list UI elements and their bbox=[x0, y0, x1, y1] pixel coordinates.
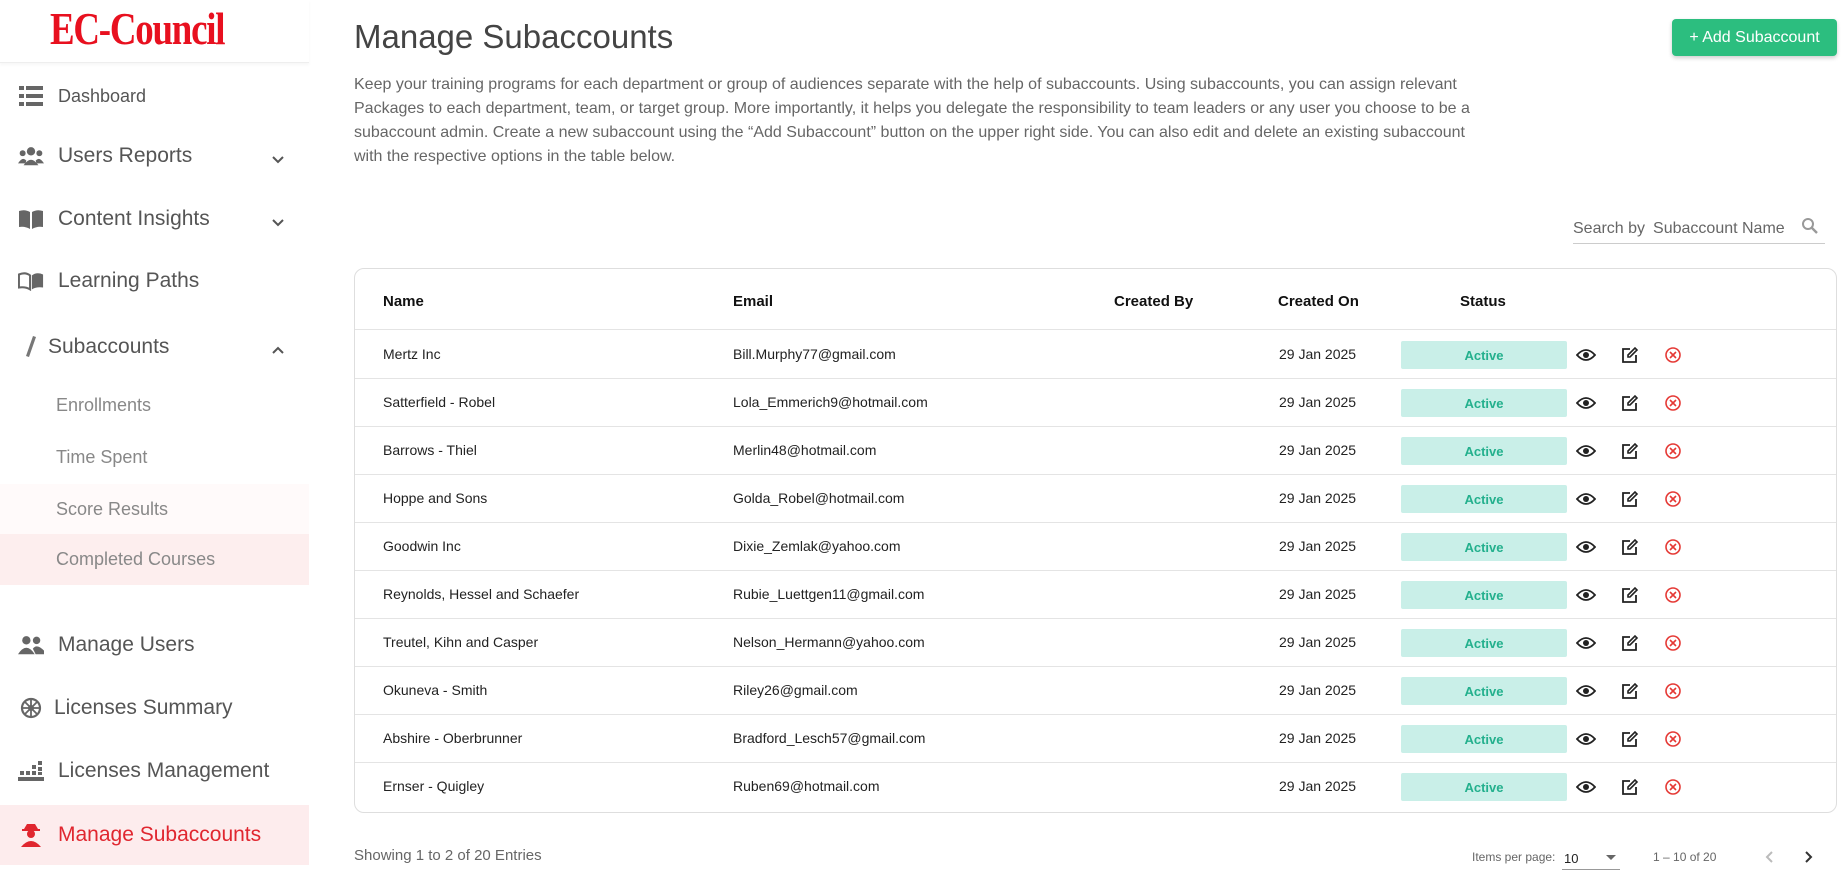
status-badge: Active bbox=[1401, 725, 1567, 753]
pencil-icon bbox=[18, 335, 44, 359]
cell-email: Bill.Murphy77@gmail.com bbox=[733, 346, 896, 362]
sidebar-subitem-completed-courses[interactable] bbox=[0, 534, 309, 585]
dharma-wheel-icon bbox=[18, 696, 44, 720]
cell-name: Reynolds, Hessel and Schaefer bbox=[383, 586, 580, 602]
view-button[interactable] bbox=[1575, 680, 1597, 702]
cell-email: Dixie_Zemlak@yahoo.com bbox=[733, 538, 901, 554]
sidebar-item-content-insights[interactable] bbox=[0, 200, 309, 238]
status-badge: Active bbox=[1401, 389, 1567, 417]
add-subaccount-button[interactable]: + Add Subaccount bbox=[1672, 19, 1837, 56]
cell-created-on: 29 Jan 2025 bbox=[1279, 442, 1357, 458]
status-badge: Active bbox=[1401, 677, 1567, 705]
sidebar-subitem-score-results[interactable] bbox=[0, 484, 309, 534]
edit-button[interactable] bbox=[1619, 584, 1641, 606]
edit-button[interactable] bbox=[1619, 680, 1641, 702]
table-row bbox=[355, 619, 1836, 667]
sidebar-item-users-reports[interactable] bbox=[0, 137, 309, 175]
sidebar-item-dashboard[interactable] bbox=[0, 77, 309, 115]
search-input[interactable]: Subaccount Name bbox=[1653, 220, 1785, 237]
column-header-status[interactable]: Status bbox=[1460, 293, 1506, 310]
sidebar-item-licenses-summary[interactable] bbox=[0, 689, 309, 727]
sidebar-item-licenses-management[interactable] bbox=[0, 752, 309, 790]
cell-created-on: 29 Jan 2025 bbox=[1279, 778, 1357, 794]
book-reader-icon bbox=[18, 269, 44, 293]
items-per-page-value: 10 bbox=[1564, 851, 1579, 866]
entries-info: Showing 1 to 2 of 20 Entries bbox=[354, 847, 542, 864]
chevron-right-icon bbox=[1803, 850, 1815, 864]
sidebar-item-manage-subaccounts[interactable] bbox=[0, 805, 309, 865]
edit-icon bbox=[1621, 634, 1639, 652]
sidebar bbox=[0, 0, 309, 880]
eye-icon bbox=[1576, 636, 1596, 650]
view-button[interactable] bbox=[1575, 344, 1597, 366]
edit-icon bbox=[1621, 730, 1639, 748]
eye-icon bbox=[1576, 732, 1596, 746]
eye-icon bbox=[1576, 492, 1596, 506]
edit-icon bbox=[1621, 442, 1639, 460]
sidebar-item-label: Subaccounts bbox=[48, 335, 170, 358]
sidebar-subitem-label: Score Results bbox=[56, 498, 169, 519]
view-button[interactable] bbox=[1575, 488, 1597, 510]
close-circle-icon bbox=[1664, 586, 1682, 604]
eye-icon bbox=[1576, 348, 1596, 362]
view-button[interactable] bbox=[1575, 392, 1597, 414]
sidebar-item-label: Learning Paths bbox=[58, 269, 200, 292]
sidebar-subitem-label: Time Spent bbox=[56, 446, 148, 467]
edit-icon bbox=[1621, 778, 1639, 796]
status-badge: Active bbox=[1401, 533, 1567, 561]
sidebar-item-learning-paths[interactable] bbox=[0, 262, 309, 300]
table-row bbox=[355, 427, 1836, 475]
cell-created-on: 29 Jan 2025 bbox=[1279, 490, 1357, 506]
sidebar-item-label: Licenses Summary bbox=[54, 696, 233, 719]
edit-button[interactable] bbox=[1619, 440, 1641, 462]
close-circle-icon bbox=[1664, 538, 1682, 556]
cell-email: Nelson_Hermann@yahoo.com bbox=[733, 634, 925, 650]
cell-created-on: 29 Jan 2025 bbox=[1279, 730, 1357, 746]
next-page-button[interactable] bbox=[1797, 845, 1821, 869]
view-button[interactable] bbox=[1575, 728, 1597, 750]
cell-created-on: 29 Jan 2025 bbox=[1279, 634, 1357, 650]
edit-icon bbox=[1621, 346, 1639, 364]
edit-button[interactable] bbox=[1619, 488, 1641, 510]
edit-icon bbox=[1621, 682, 1639, 700]
sidebar-item-manage-users[interactable] bbox=[0, 626, 309, 664]
table-row bbox=[355, 571, 1836, 619]
close-circle-icon bbox=[1664, 442, 1682, 460]
view-button[interactable] bbox=[1575, 440, 1597, 462]
chevron-down-icon[interactable] bbox=[271, 148, 285, 172]
delete-button[interactable] bbox=[1662, 440, 1684, 462]
sidebar-item-subaccounts[interactable] bbox=[0, 328, 309, 366]
edit-icon bbox=[1621, 538, 1639, 556]
view-button[interactable] bbox=[1575, 584, 1597, 606]
cell-name: Mertz Inc bbox=[383, 346, 441, 362]
search-field[interactable] bbox=[1573, 215, 1825, 244]
column-header-name[interactable]: Name bbox=[383, 293, 424, 310]
column-header-created-on[interactable]: Created On bbox=[1278, 293, 1359, 310]
user-group-icon bbox=[18, 633, 44, 657]
sidebar-item-label: Users Reports bbox=[58, 144, 193, 167]
view-button[interactable] bbox=[1575, 632, 1597, 654]
table-list-icon bbox=[18, 84, 44, 108]
cell-name: Okuneva - Smith bbox=[383, 682, 488, 698]
eye-icon bbox=[1576, 684, 1596, 698]
edit-button[interactable] bbox=[1619, 632, 1641, 654]
edit-button[interactable] bbox=[1619, 392, 1641, 414]
close-circle-icon bbox=[1664, 778, 1682, 796]
delete-button[interactable] bbox=[1662, 776, 1684, 798]
status-badge: Active bbox=[1401, 629, 1567, 657]
cell-name: Barrows - Thiel bbox=[383, 442, 477, 458]
user-secret-icon bbox=[18, 823, 44, 847]
status-badge: Active bbox=[1401, 773, 1567, 801]
book-open-icon bbox=[18, 207, 44, 231]
cell-email: Bradford_Lesch57@gmail.com bbox=[733, 730, 926, 746]
cell-created-on: 29 Jan 2025 bbox=[1279, 394, 1357, 410]
status-badge: Active bbox=[1401, 485, 1567, 513]
delete-button[interactable] bbox=[1662, 632, 1684, 654]
cell-name: Abshire - Oberbrunner bbox=[383, 730, 523, 746]
close-circle-icon bbox=[1664, 490, 1682, 508]
brand-logo[interactable]: EC-Council bbox=[50, 4, 225, 54]
close-circle-icon bbox=[1664, 634, 1682, 652]
eye-icon bbox=[1576, 588, 1596, 602]
cell-name: Satterfield - Robel bbox=[383, 394, 496, 410]
edit-icon bbox=[1621, 586, 1639, 604]
edit-button[interactable] bbox=[1619, 776, 1641, 798]
main-content bbox=[309, 0, 1846, 880]
status-badge: Active bbox=[1401, 581, 1567, 609]
table-row bbox=[355, 523, 1836, 571]
delete-button[interactable] bbox=[1662, 488, 1684, 510]
delete-button[interactable] bbox=[1662, 728, 1684, 750]
users-icon bbox=[18, 144, 44, 168]
search-label: Search by bbox=[1573, 220, 1646, 237]
table-row bbox=[355, 379, 1836, 427]
sidebar-item-label: Manage Users bbox=[58, 633, 195, 656]
eye-icon bbox=[1576, 444, 1596, 458]
sidebar-item-label: Manage Subaccounts bbox=[58, 823, 262, 846]
cell-created-on: 29 Jan 2025 bbox=[1279, 346, 1357, 362]
chevron-up-icon[interactable] bbox=[271, 339, 285, 363]
cell-email: Riley26@gmail.com bbox=[733, 682, 858, 698]
sidebar-item-label: Licenses Management bbox=[58, 759, 270, 782]
eye-icon bbox=[1576, 540, 1596, 554]
edit-icon bbox=[1621, 394, 1639, 412]
delete-button[interactable] bbox=[1662, 584, 1684, 606]
view-button[interactable] bbox=[1575, 776, 1597, 798]
cell-name: Goodwin Inc bbox=[383, 538, 461, 554]
sidebar-subitem-enrollments[interactable] bbox=[0, 386, 309, 424]
table-row bbox=[355, 331, 1836, 379]
column-header-created-by[interactable]: Created By bbox=[1114, 293, 1194, 310]
logo-area bbox=[0, 0, 309, 63]
cell-email: Rubie_Luettgen11@gmail.com bbox=[733, 586, 925, 602]
page-range: 1 – 10 of 20 bbox=[1653, 850, 1717, 864]
table-row bbox=[355, 475, 1836, 523]
dropdown-arrow-icon bbox=[1606, 855, 1616, 860]
cell-created-on: 29 Jan 2025 bbox=[1279, 682, 1357, 698]
sidebar-item-label: Content Insights bbox=[58, 207, 210, 230]
sidebar-subitem-label: Completed Courses bbox=[56, 549, 216, 569]
cell-email: Ruben69@hotmail.com bbox=[733, 778, 880, 794]
close-circle-icon bbox=[1664, 394, 1682, 412]
bar-stack-icon bbox=[18, 759, 44, 783]
cell-email: Merlin48@hotmail.com bbox=[733, 442, 877, 458]
view-button[interactable] bbox=[1575, 536, 1597, 558]
items-per-page-select[interactable] bbox=[1562, 845, 1620, 870]
delete-button[interactable] bbox=[1662, 680, 1684, 702]
edit-button[interactable] bbox=[1619, 728, 1641, 750]
close-circle-icon bbox=[1664, 346, 1682, 364]
delete-button[interactable] bbox=[1662, 536, 1684, 558]
close-circle-icon bbox=[1664, 682, 1682, 700]
edit-button[interactable] bbox=[1619, 536, 1641, 558]
cell-email: Lola_Emmerich9@hotmail.com bbox=[733, 394, 928, 410]
eye-icon bbox=[1576, 396, 1596, 410]
delete-button[interactable] bbox=[1662, 392, 1684, 414]
sidebar-item-label: Dashboard bbox=[58, 85, 147, 106]
status-badge: Active bbox=[1401, 437, 1567, 465]
status-badge: Active bbox=[1401, 341, 1567, 369]
page-title: Manage Subaccounts bbox=[354, 18, 674, 55]
table-header bbox=[355, 269, 1836, 330]
sidebar-subitem-time-spent[interactable] bbox=[0, 438, 309, 476]
cell-email: Golda_Robel@hotmail.com bbox=[733, 490, 905, 506]
cell-created-on: 29 Jan 2025 bbox=[1279, 586, 1357, 602]
subaccounts-table bbox=[354, 268, 1837, 813]
previous-page-button[interactable] bbox=[1757, 845, 1781, 869]
cell-name: Treutel, Kihn and Casper bbox=[383, 634, 539, 650]
close-circle-icon bbox=[1664, 730, 1682, 748]
chevron-down-icon[interactable] bbox=[271, 211, 285, 235]
table-row bbox=[355, 763, 1836, 811]
search-icon[interactable] bbox=[1801, 217, 1819, 240]
table-row bbox=[355, 667, 1836, 715]
table-row bbox=[355, 715, 1836, 763]
cell-name: Hoppe and Sons bbox=[383, 490, 488, 506]
delete-button[interactable] bbox=[1662, 344, 1684, 366]
edit-icon bbox=[1621, 490, 1639, 508]
edit-button[interactable] bbox=[1619, 344, 1641, 366]
intro-text: Keep your training programs for each department or group of audiences separate with the help of subaccounts. Using subaccounts, you can assign relevant Packages to each department, team, or target group. More importantly, it helps you delegate the responsibility to team leaders or any user you choose to be a subaccount admin. Create a new subaccount using the “Add Subaccount” button on the upper right side. You can also edit and delete an existing subaccount with the respective options in the table below. bbox=[354, 76, 1470, 165]
sidebar-subitem-label: Enrollments bbox=[56, 394, 152, 415]
chevron-left-icon bbox=[1763, 850, 1775, 864]
cell-name: Ernser - Quigley bbox=[383, 778, 485, 794]
cell-created-on: 29 Jan 2025 bbox=[1279, 538, 1357, 554]
eye-icon bbox=[1576, 780, 1596, 794]
column-header-email[interactable]: Email bbox=[733, 293, 774, 310]
items-per-page-label: Items per page: bbox=[1472, 850, 1556, 864]
